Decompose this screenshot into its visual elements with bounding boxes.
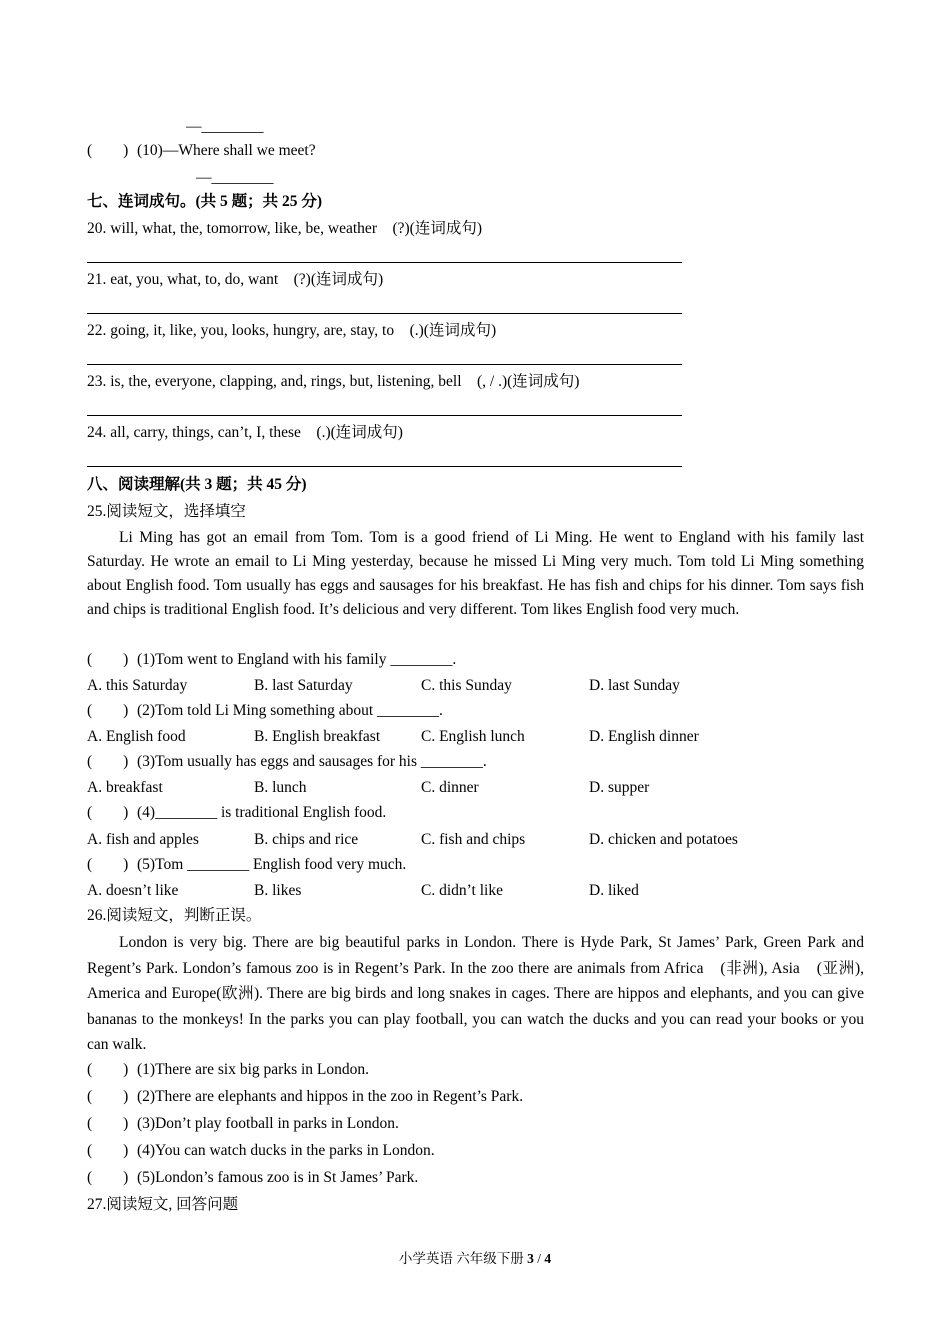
q25-question-4 bbox=[87, 803, 386, 823]
option-b: B. last Saturday bbox=[254, 677, 353, 694]
option-d: D. English dinner bbox=[589, 728, 699, 745]
footer-page-number: 3 bbox=[527, 1251, 534, 1266]
q25-question-1 bbox=[87, 650, 456, 670]
statement-text: (3)Don’t play football in parks in London. bbox=[137, 1115, 399, 1132]
section-7-heading: 七、连词成句。(共 5 题；共 25 分) bbox=[87, 193, 323, 210]
q26-statement-4 bbox=[87, 1141, 435, 1161]
footer-page-total: 4 bbox=[544, 1251, 552, 1266]
answer-paren: ( ) bbox=[87, 804, 129, 821]
question-text: (1)Tom went to England with his family ________. bbox=[137, 651, 457, 668]
option-b: B. lunch bbox=[254, 779, 307, 796]
answer-line bbox=[87, 262, 682, 263]
answer-line bbox=[87, 364, 682, 365]
page-footer bbox=[0, 1247, 950, 1267]
option-c: C. this Sunday bbox=[421, 677, 512, 694]
answer-paren: ( ) bbox=[87, 1088, 129, 1105]
statement-text: (2)There are elephants and hippos in the zoo in Regent’s Park. bbox=[137, 1088, 524, 1105]
question-10 bbox=[87, 141, 316, 161]
q25-title: 25.阅读短文，选择填空 bbox=[87, 503, 246, 520]
option-c: C. didn’t like bbox=[421, 882, 503, 899]
answer-blank-line: —________ bbox=[186, 118, 264, 135]
answer-line bbox=[87, 466, 682, 467]
option-a: A. doesn’t like bbox=[87, 882, 179, 899]
option-b: B. likes bbox=[254, 882, 302, 899]
answer-paren: ( ) bbox=[87, 651, 129, 668]
q25-options-1 bbox=[87, 676, 864, 696]
statement-text: (1)There are six big parks in London. bbox=[137, 1061, 370, 1078]
option-b: B. English breakfast bbox=[254, 728, 381, 745]
option-a: A. fish and apples bbox=[87, 831, 199, 848]
option-d: D. last Sunday bbox=[589, 677, 680, 694]
q25-question-3 bbox=[87, 752, 487, 772]
q25-options-2 bbox=[87, 727, 864, 747]
question-text: (10)—Where shall we meet? bbox=[137, 142, 316, 159]
question-text: (4)________ is traditional English food. bbox=[137, 804, 387, 821]
q25-question-2 bbox=[87, 701, 443, 721]
sentence-item-21: 21. eat, you, what, to, do, want (?)(连词成句) bbox=[87, 271, 384, 288]
answer-paren: ( ) bbox=[87, 856, 129, 873]
q26-statement-1 bbox=[87, 1060, 369, 1080]
option-b: B. chips and rice bbox=[254, 831, 359, 848]
question-text: (2)Tom told Li Ming something about ________. bbox=[137, 702, 443, 719]
sentence-item-22: 22. going, it, like, you, looks, hungry, are, stay, to (.)(连词成句) bbox=[87, 322, 497, 339]
answer-paren: ( ) bbox=[87, 1142, 129, 1159]
option-c: C. English lunch bbox=[421, 728, 525, 745]
answer-paren: ( ) bbox=[87, 702, 129, 719]
sentence-item-24: 24. all, carry, things, can’t, I, these (.)(连词成句) bbox=[87, 424, 403, 441]
answer-paren: ( ) bbox=[87, 1169, 129, 1186]
q26-title: 26.阅读短文，判断正误。 bbox=[87, 907, 262, 924]
answer-paren: ( ) bbox=[87, 142, 129, 159]
option-d: D. chicken and potatoes bbox=[589, 831, 738, 848]
option-a: A. English food bbox=[87, 728, 186, 745]
sentence-item-23: 23. is, the, everyone, clapping, and, rings, but, listening, bell (, / .)(连词成句) bbox=[87, 373, 580, 390]
section-8-heading: 八、阅读理解(共 3 题；共 45 分) bbox=[87, 476, 307, 493]
q25-question-5 bbox=[87, 855, 406, 875]
answer-paren: ( ) bbox=[87, 1061, 129, 1078]
answer-line bbox=[87, 415, 682, 416]
statement-text: (4)You can watch ducks in the parks in London. bbox=[137, 1142, 435, 1159]
statement-text: (5)London’s famous zoo is in St James’ Park. bbox=[137, 1169, 419, 1186]
option-c: C. fish and chips bbox=[421, 831, 526, 848]
q26-statement-2 bbox=[87, 1087, 523, 1107]
question-text: (3)Tom usually has eggs and sausages for his ________. bbox=[137, 753, 487, 770]
option-a: A. this Saturday bbox=[87, 677, 188, 694]
q26-statement-5 bbox=[87, 1168, 418, 1188]
question-text: (5)Tom ________ English food very much. bbox=[137, 856, 407, 873]
footer-separator: / bbox=[533, 1251, 545, 1266]
q25-options-5 bbox=[87, 881, 864, 901]
option-d: D. liked bbox=[589, 882, 639, 899]
q25-options-4 bbox=[87, 830, 864, 850]
option-a: A. breakfast bbox=[87, 779, 163, 796]
q26-passage: London is very big. There are big beautiful parks in London. There is Hyde Park, St James’ Park, Green Park and Regent’s Park. London’s famous zoo is in Regent’s Park. In the zoo there are animals from Africa (非洲), Asia (亚洲), America and Europe(欧洲). There are big birds and long snakes in cages. There are hippos and elephants, and you can give bananas to the monkeys! In the parks you can play football, you can watch the ducks and you can read your books or you can walk. bbox=[87, 934, 864, 1053]
q26-statement-3 bbox=[87, 1114, 399, 1134]
option-d: D. supper bbox=[589, 779, 650, 796]
q27-title: 27.阅读短文, 回答问题 bbox=[87, 1196, 239, 1213]
footer-subject: 小学英语 六年级下册 bbox=[398, 1251, 528, 1266]
q25-options-3 bbox=[87, 778, 864, 798]
q25-passage: Li Ming has got an email from Tom. Tom is a good friend of Li Ming. He went to England with his family last Saturday. He wrote an email to Li Ming yesterday, because he missed Li Ming very much. Tom told Li Ming something about English food. Tom usually has eggs and sausages for his breakfast. He has fish and chips for his dinner. Tom says fish and chips is traditional English food. It’s delicious and very different. Tom likes English food very much. bbox=[87, 529, 864, 618]
option-c: C. dinner bbox=[421, 779, 479, 796]
answer-paren: ( ) bbox=[87, 753, 129, 770]
answer-line bbox=[87, 313, 682, 314]
sentence-item-20: 20. will, what, the, tomorrow, like, be, weather (?)(连词成句) bbox=[87, 220, 483, 237]
answer-paren: ( ) bbox=[87, 1115, 129, 1132]
answer-blank-line: —________ bbox=[196, 169, 274, 186]
